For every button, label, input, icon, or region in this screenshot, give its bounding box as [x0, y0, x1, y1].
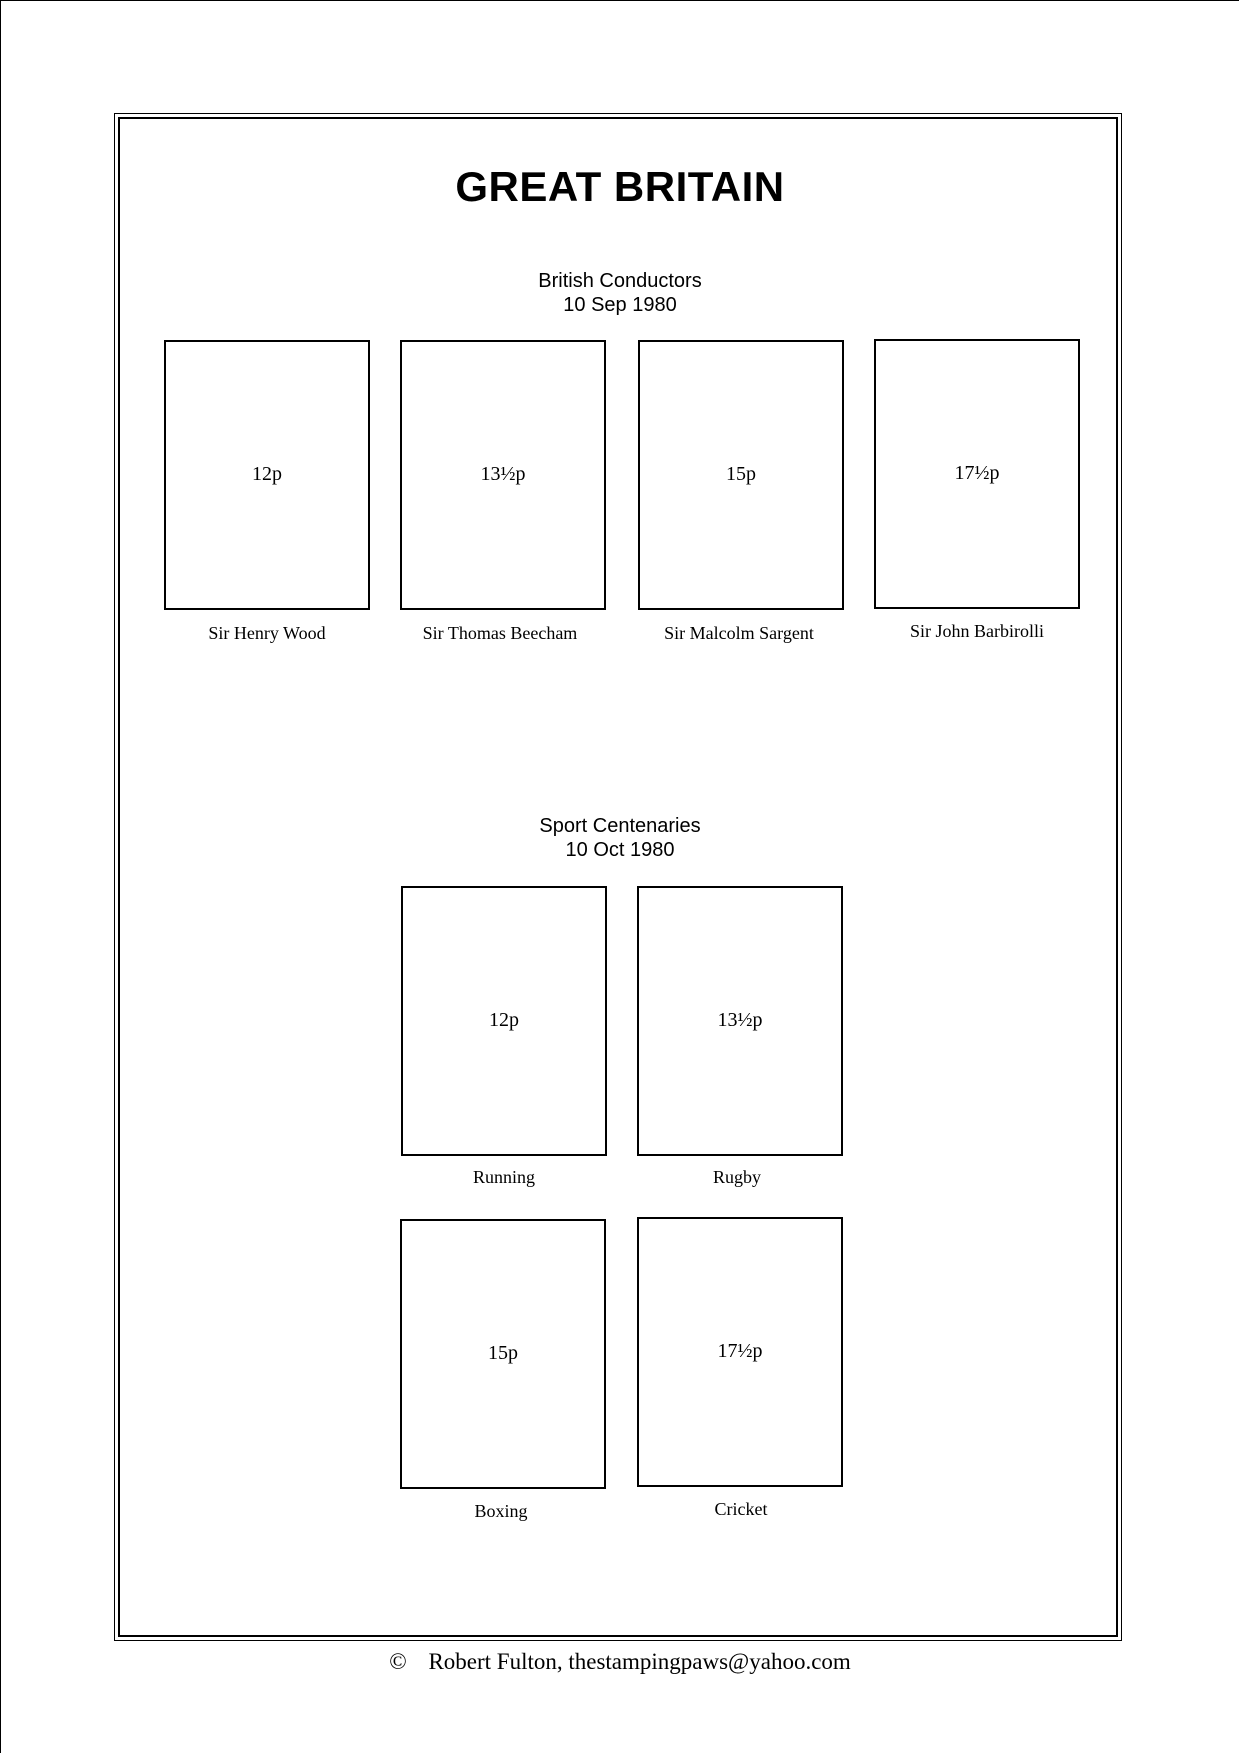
set-2-name: Sport Centenaries [539, 815, 701, 837]
stamp-caption: Cricket [714, 1499, 768, 1519]
stamp-caption: Sir Thomas Beecham [422, 623, 578, 643]
stamp-mount-sport-4 [637, 1217, 843, 1487]
set-1-name: British Conductors [538, 270, 702, 292]
stamp-value: 12p [489, 1009, 519, 1031]
stamp-mount-sport-3 [400, 1219, 606, 1489]
stamp-value: 17½p [717, 1340, 763, 1362]
stamp-mount-conductors-4 [874, 339, 1080, 609]
stamp-value: 13½p [717, 1009, 763, 1031]
stamp-value: 17½p [954, 462, 1000, 484]
stamp-caption: Sir Henry Wood [208, 623, 326, 643]
set-2-date: 10 Oct 1980 [565, 839, 675, 861]
stamp-caption: Running [472, 1167, 535, 1187]
footer-credit [0, 1648, 1240, 1676]
copyright-icon: © [389, 1649, 407, 1674]
stamp-caption: Boxing [474, 1501, 528, 1521]
stamp-mount-conductors-2 [400, 340, 606, 610]
stamp-caption: Sir John Barbirolli [910, 621, 1044, 641]
stamp-mount-sport-1 [401, 886, 607, 1156]
stamp-mount-conductors-1 [164, 340, 370, 610]
stamp-mount-sport-2 [637, 886, 843, 1156]
stamp-value: 13½p [480, 463, 526, 485]
stamp-caption: Sir Malcolm Sargent [664, 623, 814, 643]
page-title: GREAT BRITAIN [455, 163, 785, 210]
footer-text: Robert Fulton, thestampingpaws@yahoo.com [428, 1649, 851, 1674]
set-1-date: 10 Sep 1980 [563, 294, 677, 316]
stamp-value: 12p [252, 463, 282, 485]
stamp-value: 15p [488, 1342, 518, 1364]
stamp-value: 15p [726, 463, 756, 485]
stamp-mount-conductors-3 [638, 340, 844, 610]
stamp-caption: Rugby [712, 1167, 761, 1187]
